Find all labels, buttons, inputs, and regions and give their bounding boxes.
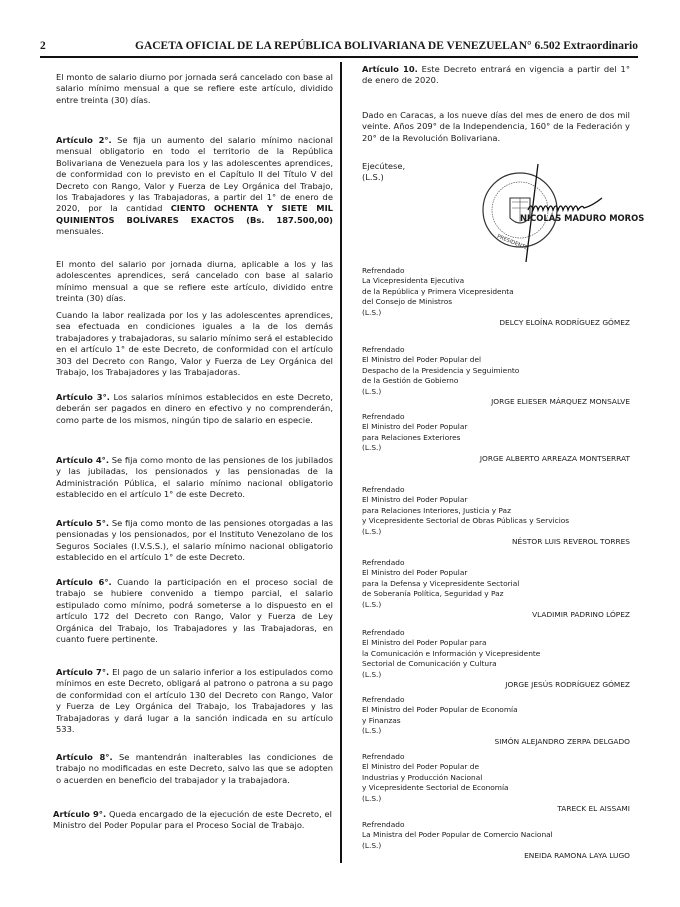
countersign-line: (L.S.) (362, 669, 382, 679)
article-4-label: Artículo 4°. (56, 455, 109, 465)
article-7-label: Artículo 7°. (56, 667, 110, 677)
article-2-text: Se fija un aumento del salario mínimo nacional mensual obligatorio en todo el territorio de la República Bolivariana de Venezuela para los y las adolescentes aprendices, de conformidad con lo previsto en el Capítulo II del Título V del Decreto con Rango, Valor y Fuerza de Ley Orgánica del Trabajo, los Trabajadores y las Trabajadoras, a partir del 1° de enero de 2020, por la cantidad (56, 135, 333, 214)
countersign-line: (L.S.) (362, 599, 382, 609)
execute-text: Ejecútese, (362, 161, 406, 171)
article-9-label: Artículo 9°. (53, 809, 107, 819)
article-5-label: Artículo 5°. (56, 518, 110, 528)
countersign-line: del Consejo de Ministros (362, 297, 453, 307)
signatory-name: JORGE ELIESER MÁRQUEZ MONSALVE (491, 397, 630, 407)
countersign-line: (L.S.) (362, 840, 382, 850)
countersign-line: para la Defensa y Vicepresidente Sectorial (362, 578, 520, 588)
article-2-tail: mensuales. (56, 226, 104, 237)
countersign-line: El Ministro del Poder Popular (362, 422, 468, 432)
countersign-line: Industrias y Producción Nacional (362, 772, 483, 782)
countersign-line: (L.S.) (362, 307, 382, 317)
article-5 (56, 518, 333, 564)
paragraph-equal-conditions: Cuando la labor realizada por los y las adolescentes aprendices, sea efectuada en condiciones iguales a la de los demás trabajadores y trabajadoras, su salario mínimo será el establecido en el artículo 1° de este Decreto, de conformidad con el artículo 303 del Decreto con Rango, Valor y Fuerza de Ley Orgánica del Trabajo, los Trabajadores y las Trabajadoras. (56, 310, 333, 378)
gazette-header (40, 40, 638, 56)
countersign-block (362, 820, 630, 862)
countersign-line: (L.S.) (362, 726, 382, 736)
countersign-line: de la República y Primera Vicepresidenta (362, 286, 514, 296)
countersign-line: Refrendado (362, 820, 405, 829)
countersign-block (362, 695, 630, 747)
article-10-label: Artículo 10. (362, 64, 418, 74)
presidential-seal-signature (478, 162, 628, 262)
article-7-text: El pago de un salario inferior a los estipulados como mínimos en este Decreto, obligará al patrono o patrona a su pago de conformidad con el artículo 130 del Decreto con Rango, Valor y Fuerza de Ley Orgánica del Trabajo, los Trabajadores y las Trabajadoras y dará lugar a la sanción indicada en su artículo 533. (56, 667, 333, 735)
article-6-text: Cuando la participación en el proceso social de trabajo se hubiere convenido a tiempo parcial, el salario estipulado como mínimo, podrá someterse a lo dispuesto en el artículo 172 del Decreto con Rango, Valor y Fuerza de Ley Orgánica del Trabajo, los Trabajadores y las Trabajadoras, en cuanto fuere pertinente. (56, 577, 333, 645)
seal-text: PRESIDENTE (496, 233, 529, 252)
countersign-block (362, 752, 630, 814)
article-8 (56, 752, 333, 786)
countersign-line: Refrendado (362, 412, 405, 421)
countersign-line: Refrendado (362, 345, 405, 354)
signatory-name: TARECK EL AISSAMI (557, 804, 630, 814)
president-name: NICOLÁS MADURO MOROS (520, 213, 645, 223)
countersign-line: Refrendado (362, 266, 405, 275)
article-10-text: Este Decreto entrará en vigencia a partir del 1° de enero de 2020. (362, 64, 630, 86)
countersign-line: Refrendado (362, 628, 405, 637)
signatory-name: DELCY ELOÍNA RODRÍGUEZ GÓMEZ (499, 318, 630, 328)
article-10 (362, 64, 630, 87)
column-divider (340, 62, 342, 863)
article-2-label: Artículo 2°. (56, 135, 112, 145)
countersign-line: de Soberanía Política, Seguridad y Paz (362, 589, 504, 599)
article-7 (56, 667, 333, 735)
countersign-block (362, 628, 630, 690)
execute-ls: (L.S.) (362, 172, 384, 183)
page-number: 2 (40, 40, 46, 52)
countersign-line: El Ministro del Poder Popular para (362, 638, 487, 648)
countersign-line: la Comunicación e Información y Vicepresidente (362, 648, 541, 658)
header-rule (40, 56, 638, 58)
countersign-line: La Ministra del Poder Popular de Comercio Nacional (362, 830, 553, 840)
article-3-label: Artículo 3°. (56, 392, 110, 402)
paragraph-adolescent-daily: El monto del salario por jornada diurna, aplicable a los y las adolescentes aprendices, será cancelado con base al salario mínimo mensual a que se refiere este artículo, dividido entre treinta (30) días. (56, 259, 333, 304)
countersign-line: Refrendado (362, 558, 405, 567)
article-2 (56, 135, 333, 238)
countersign-line: Refrendado (362, 695, 405, 704)
article-4-text: Se fija como monto de las pensiones de los jubilados y las jubiladas, los pensionados y las pensionadas de la Administración Pública, el salario mínimo nacional obligatorio establecido en el artículo 1° de este Decreto. (56, 455, 333, 500)
article-2-amount: CIENTO OCHENTA Y SIETE MIL QUINIENTOS BOLÍVARES EXACTOS (Bs. 187.500,00) (56, 203, 333, 225)
article-4 (56, 455, 333, 501)
countersign-line: El Ministro del Poder Popular del (362, 355, 482, 365)
countersign-line: Despacho de la Presidencia y Seguimiento (362, 365, 520, 375)
article-8-text: Se mantendrán inalterables las condiciones de trabajo no modificadas en este Decreto, salvo las que se adopten o acuerden en beneficio del trabajador y la trabajadora. (56, 752, 333, 785)
signatory-name: NÉSTOR LUIS REVEROL TORRES (512, 537, 630, 547)
signatory-name: VLADIMIR PADRINO LÓPEZ (532, 610, 630, 620)
countersign-line: Sectorial de Comunicación y Cultura (362, 659, 497, 669)
countersign-line: y Vicepresidente Sectorial de Obras Públicas y Servicios (362, 516, 570, 526)
signatory-name: ENEIDA RAMONA LAYA LUGO (524, 851, 630, 861)
countersign-line: de la Gestión de Gobierno (362, 376, 459, 386)
article-6 (56, 577, 333, 645)
article-3-text: Los salarios mínimos establecidos en este Decreto, deberán ser pagados en dinero en efectivo y no comprenderán, como parte de los mismos, ningún tipo de salario en especie. (56, 392, 334, 425)
countersign-line: (L.S.) (362, 526, 382, 536)
countersign-block (362, 558, 630, 620)
article-3 (56, 392, 333, 426)
countersign-line: (L.S.) (362, 443, 382, 453)
countersign-line: para Relaciones Interiores, Justicia y Paz (362, 505, 511, 515)
article-9-text: Queda encargado de la ejecución de este Decreto, el Ministro del Poder Popular para el Proceso Social de Trabajo. (53, 809, 332, 831)
countersign-line: El Ministro del Poder Popular de Economía (362, 705, 518, 715)
signatory-name: JORGE ALBERTO ARREAZA MONTSERRAT (479, 453, 630, 463)
article-9 (53, 809, 332, 832)
countersign-line: El Ministro del Poder Popular (362, 568, 468, 578)
countersign-line: para Relaciones Exteriores (362, 432, 461, 442)
issue-number: N° 6.502 Extraordinario (518, 40, 638, 52)
article-5-text: Se fija como monto de las pensiones otorgadas a las pensionadas y los pensionados, por el Instituto Venezolano de los Seguros Sociales (I.V.S.S.), el salario mínimo nacional obligatorio establecido en el artículo 1° de este Decreto. (56, 518, 334, 563)
signatory-name: JORGE JESÚS RODRÍGUEZ GÓMEZ (505, 680, 630, 690)
gazette-title: GACETA OFICIAL DE LA REPÚBLICA BOLIVARIANA DE VENEZUELA (135, 40, 519, 52)
countersign-line: y Vicepresidente Sectorial de Economía (362, 783, 509, 793)
paragraph-salary-daily: El monto de salario diurno por jornada será cancelado con base al salario mínimo mensual a que se refiere este artículo, dividido entre treinta (30) días. (56, 72, 333, 105)
countersign-line: El Ministro del Poder Popular de (362, 762, 480, 772)
countersign-line: El Ministro del Poder Popular (362, 495, 468, 505)
countersign-line: Refrendado (362, 485, 405, 494)
countersign-line: y Finanzas (362, 715, 401, 725)
countersign-line: (L.S.) (362, 386, 382, 396)
article-8-label: Artículo 8°. (56, 752, 113, 762)
signatory-name: SIMÓN ALEJANDRO ZERPA DELGADO (494, 736, 630, 746)
countersign-line: Refrendado (362, 752, 405, 761)
signature-flourish (528, 198, 602, 210)
article-6-label: Artículo 6°. (56, 577, 112, 587)
countersign-block (362, 485, 630, 547)
countersign-line: (L.S.) (362, 793, 382, 803)
countersign-block (362, 266, 630, 328)
countersign-line: La Vicepresidenta Ejecutiva (362, 276, 465, 286)
given-in-caracas: Dado en Caracas, a los nueve días del mes de enero de dos mil veinte. Años 209° de la Independencia, 160° de la Federación y 20° de la Revolución Bolivariana. (362, 110, 630, 143)
countersign-block (362, 412, 630, 464)
countersign-block (362, 345, 630, 407)
